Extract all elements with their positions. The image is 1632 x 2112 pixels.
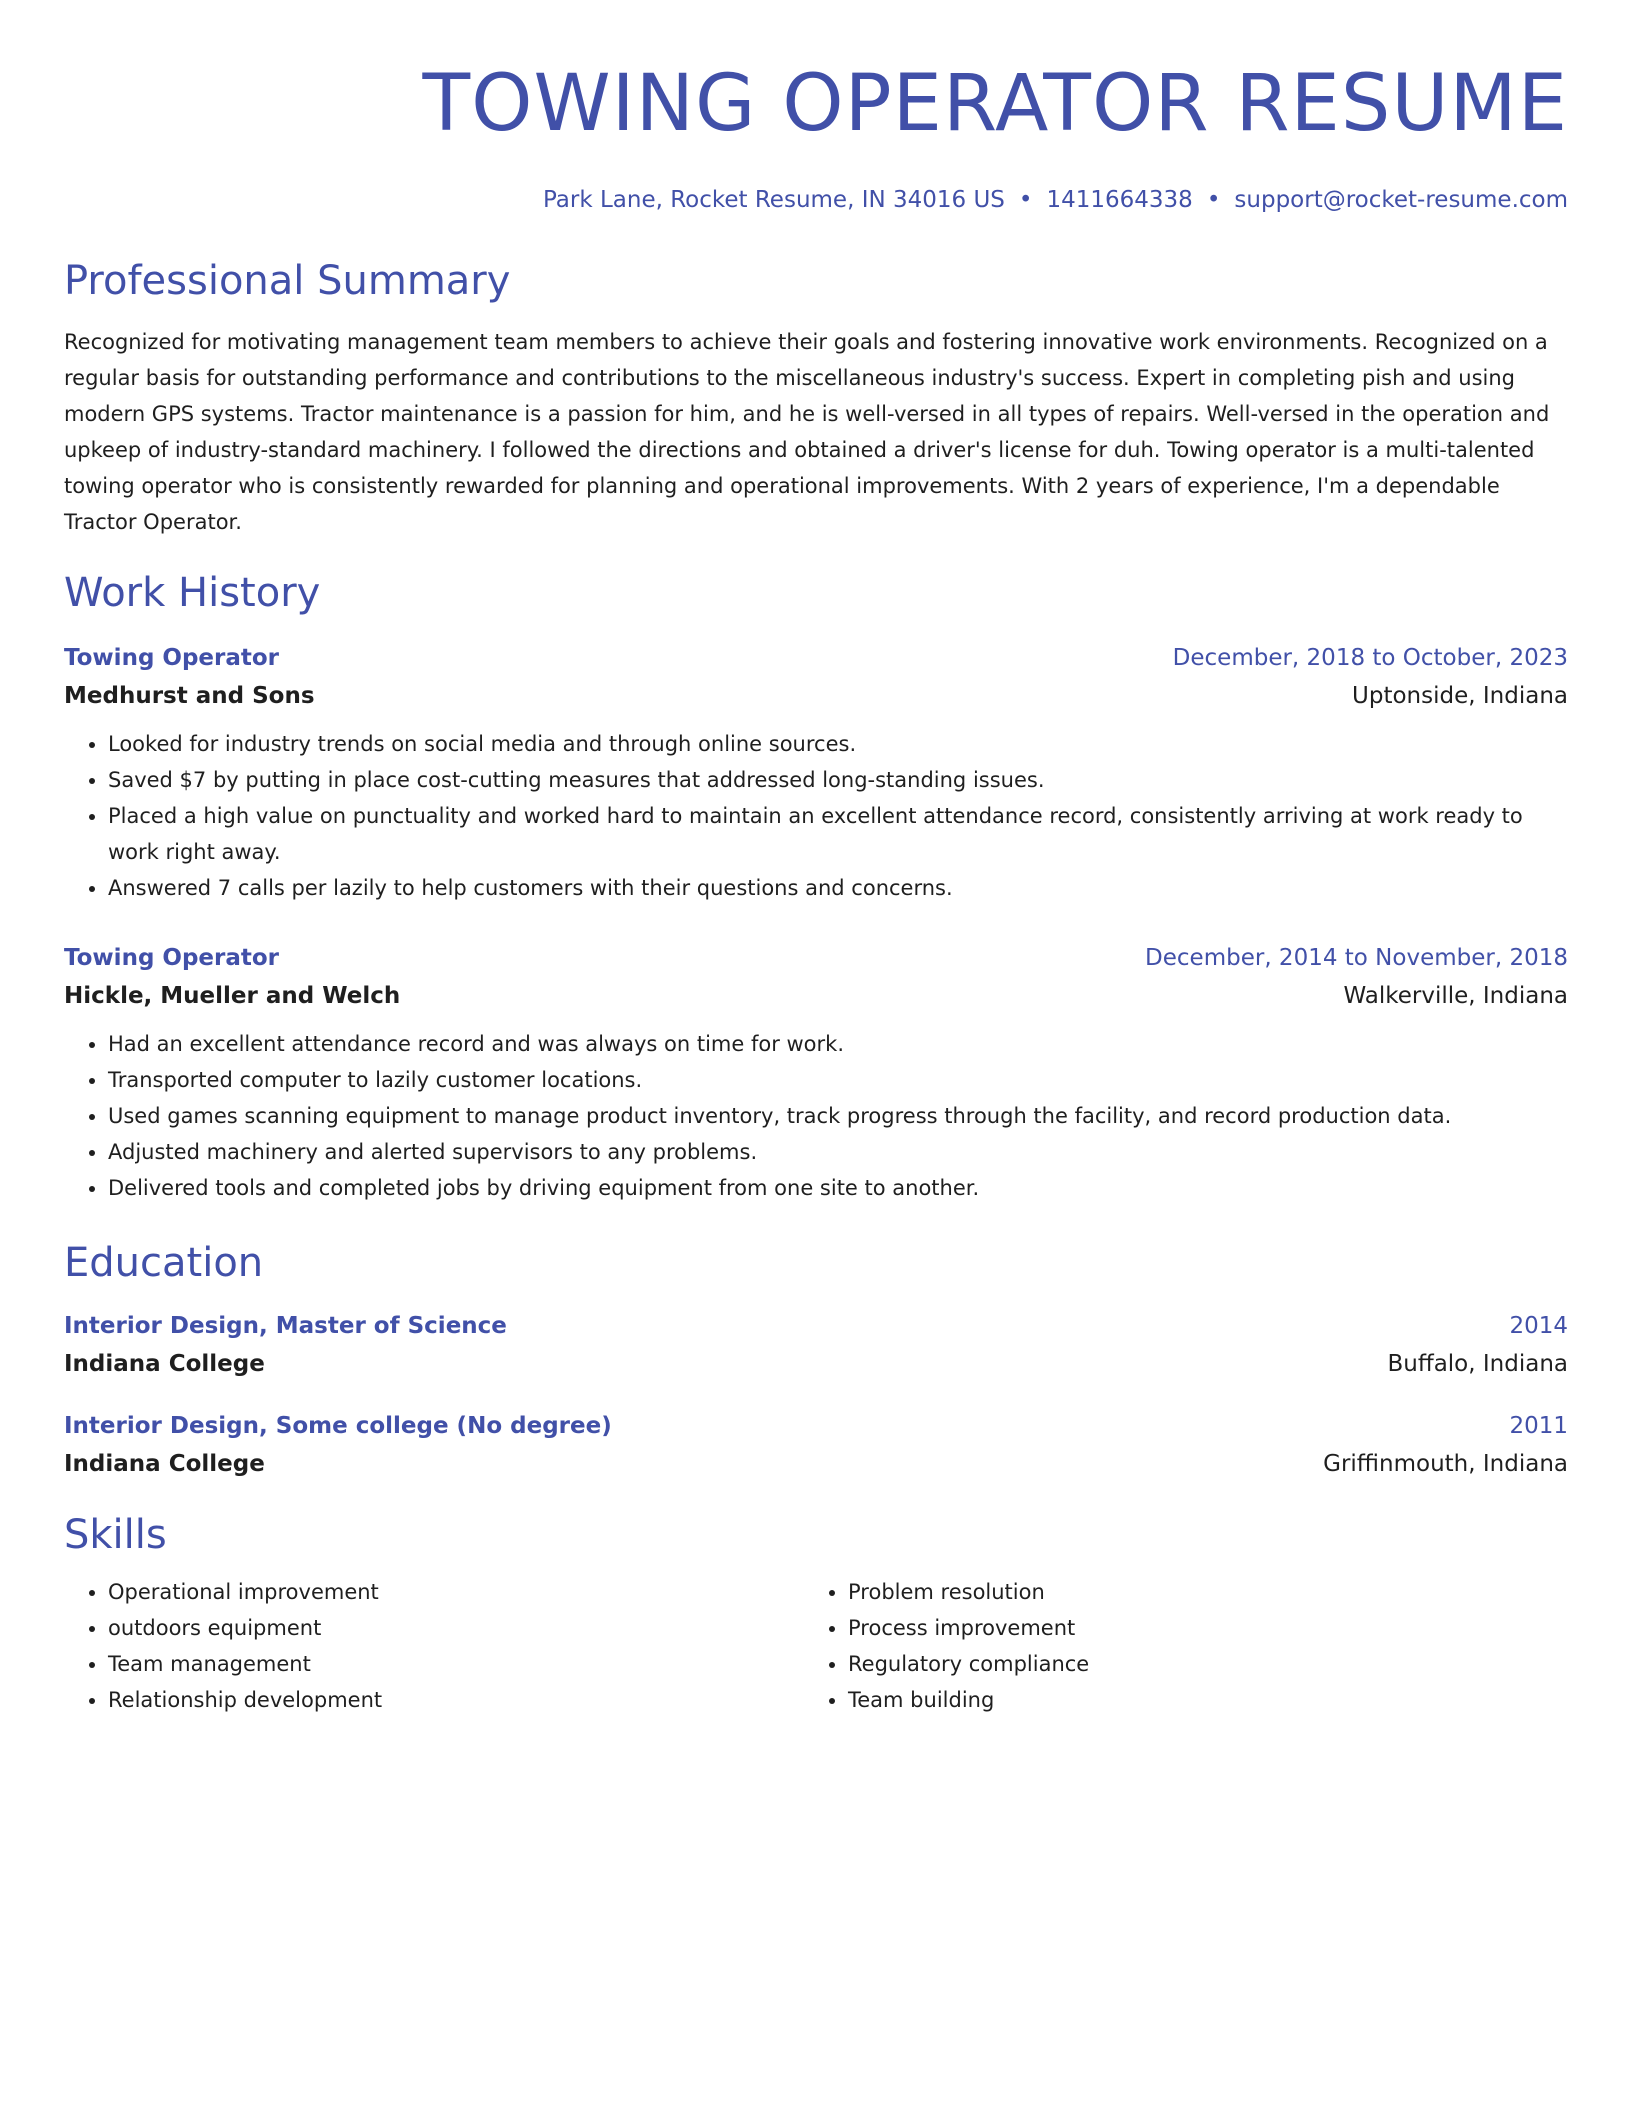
job-bullet: • Adjusted machinery and alerted supervisors to any problems. bbox=[108, 1134, 1568, 1170]
education-degree-row bbox=[64, 1410, 1568, 1442]
job-bullet: • Had an excellent attendance record and was always on time for work. bbox=[108, 1026, 1568, 1062]
contact-phone: 1411664338 bbox=[1046, 187, 1193, 213]
education-school-row bbox=[64, 1348, 1568, 1380]
skill-item: • Problem resolution bbox=[848, 1574, 1544, 1610]
job-title-row bbox=[64, 642, 1568, 674]
job-bullets bbox=[64, 1026, 1568, 1206]
skills-heading: Skills bbox=[64, 1512, 167, 1558]
job-entry bbox=[64, 642, 1568, 906]
education-location: Buffalo, Indiana bbox=[1387, 1351, 1568, 1377]
job-bullets bbox=[64, 726, 1568, 906]
skill-item: • Operational improvement bbox=[108, 1574, 804, 1610]
education-year: 2011 bbox=[1509, 1413, 1568, 1439]
skill-item: • Team management bbox=[108, 1646, 804, 1682]
job-bullet: • Saved $7 by putting in place cost-cutting measures that addressed long-standing issues. bbox=[108, 762, 1568, 798]
education-year: 2014 bbox=[1509, 1313, 1568, 1339]
job-bullet: • Delivered tools and completed jobs by driving equipment from one site to another. bbox=[108, 1170, 1568, 1206]
summary-heading: Professional Summary bbox=[64, 258, 511, 304]
skills-list-right bbox=[804, 1574, 1544, 1718]
job-bullet: • Used games scanning equipment to manage product inventory, track progress through the facility, and record production data. bbox=[108, 1098, 1568, 1134]
skill-item: • Process improvement bbox=[848, 1610, 1544, 1646]
job-entry bbox=[64, 942, 1568, 1206]
education-degree: Interior Design, Master of Science bbox=[64, 1313, 507, 1339]
job-company-row bbox=[64, 680, 1568, 712]
contact-separator: • bbox=[1206, 187, 1221, 213]
education-degree-row bbox=[64, 1310, 1568, 1342]
job-title-row bbox=[64, 942, 1568, 974]
contact-email: support@rocket-resume.com bbox=[1234, 187, 1568, 213]
job-dates: December, 2018 to October, 2023 bbox=[1172, 645, 1568, 671]
contact-address: Park Lane, Rocket Resume, IN 34016 US bbox=[542, 187, 1005, 213]
job-location: Walkerville, Indiana bbox=[1343, 983, 1568, 1009]
work-history-heading: Work History bbox=[64, 570, 321, 616]
education-school: Indiana College bbox=[64, 1351, 265, 1377]
job-title: Towing Operator bbox=[64, 945, 280, 971]
skills-section bbox=[64, 1510, 1568, 1718]
education-school: Indiana College bbox=[64, 1451, 265, 1477]
job-location: Uptonside, Indiana bbox=[1352, 683, 1568, 709]
job-company: Medhurst and Sons bbox=[64, 683, 315, 709]
summary-section bbox=[64, 256, 1568, 540]
job-company: Hickle, Mueller and Welch bbox=[64, 983, 401, 1009]
education-school-row bbox=[64, 1448, 1568, 1480]
education-heading: Education bbox=[64, 1240, 264, 1286]
resume-header bbox=[64, 56, 1568, 216]
contact-line bbox=[64, 184, 1568, 216]
education-entry bbox=[64, 1410, 1568, 1480]
resume-title: TOWING OPERATOR RESUME bbox=[422, 59, 1568, 149]
skill-item: • Regulatory compliance bbox=[848, 1646, 1544, 1682]
skill-item: • Team building bbox=[848, 1682, 1544, 1718]
job-dates: December, 2014 to November, 2018 bbox=[1145, 945, 1568, 971]
job-bullet: • Placed a high value on punctuality and worked hard to maintain an excellent attendance record, consistently arriving at work ready to work right away. bbox=[108, 798, 1568, 870]
job-title: Towing Operator bbox=[64, 645, 280, 671]
skill-item: • Relationship development bbox=[108, 1682, 804, 1718]
summary-text: Recognized for motivating management team members to achieve their goals and fostering innovative work environments. Recognized on a regular basis for outstanding performance and contributions to the miscellaneous industry's success. Expert in completing pish and using modern GPS systems. Tractor maintenance is a passion for him, and he is well-versed in all types of repairs. Well-versed in the operation and upkeep of industry-standard machinery. I followed the directions and obtained a driver's license for duh. Towing operator is a multi-talented towing operator who is consistently rewarded for planning and operational improvements. With 2 years of experience, I'm a dependable Tractor Operator. bbox=[64, 330, 1550, 534]
work-history-section bbox=[64, 568, 1568, 1206]
skills-columns bbox=[64, 1574, 1568, 1718]
skill-item: • outdoors equipment bbox=[108, 1610, 804, 1646]
job-company-row bbox=[64, 980, 1568, 1012]
education-degree: Interior Design, Some college (No degree) bbox=[64, 1413, 612, 1439]
job-bullet: • Transported computer to lazily customer locations. bbox=[108, 1062, 1568, 1098]
job-bullet: • Answered 7 calls per lazily to help customers with their questions and concerns. bbox=[108, 870, 1568, 906]
job-bullet: • Looked for industry trends on social media and through online sources. bbox=[108, 726, 1568, 762]
contact-separator: • bbox=[1018, 187, 1033, 213]
education-location: Griffinmouth, Indiana bbox=[1323, 1451, 1568, 1477]
skills-list-left bbox=[64, 1574, 804, 1718]
education-entry bbox=[64, 1310, 1568, 1380]
education-section bbox=[64, 1238, 1568, 1480]
